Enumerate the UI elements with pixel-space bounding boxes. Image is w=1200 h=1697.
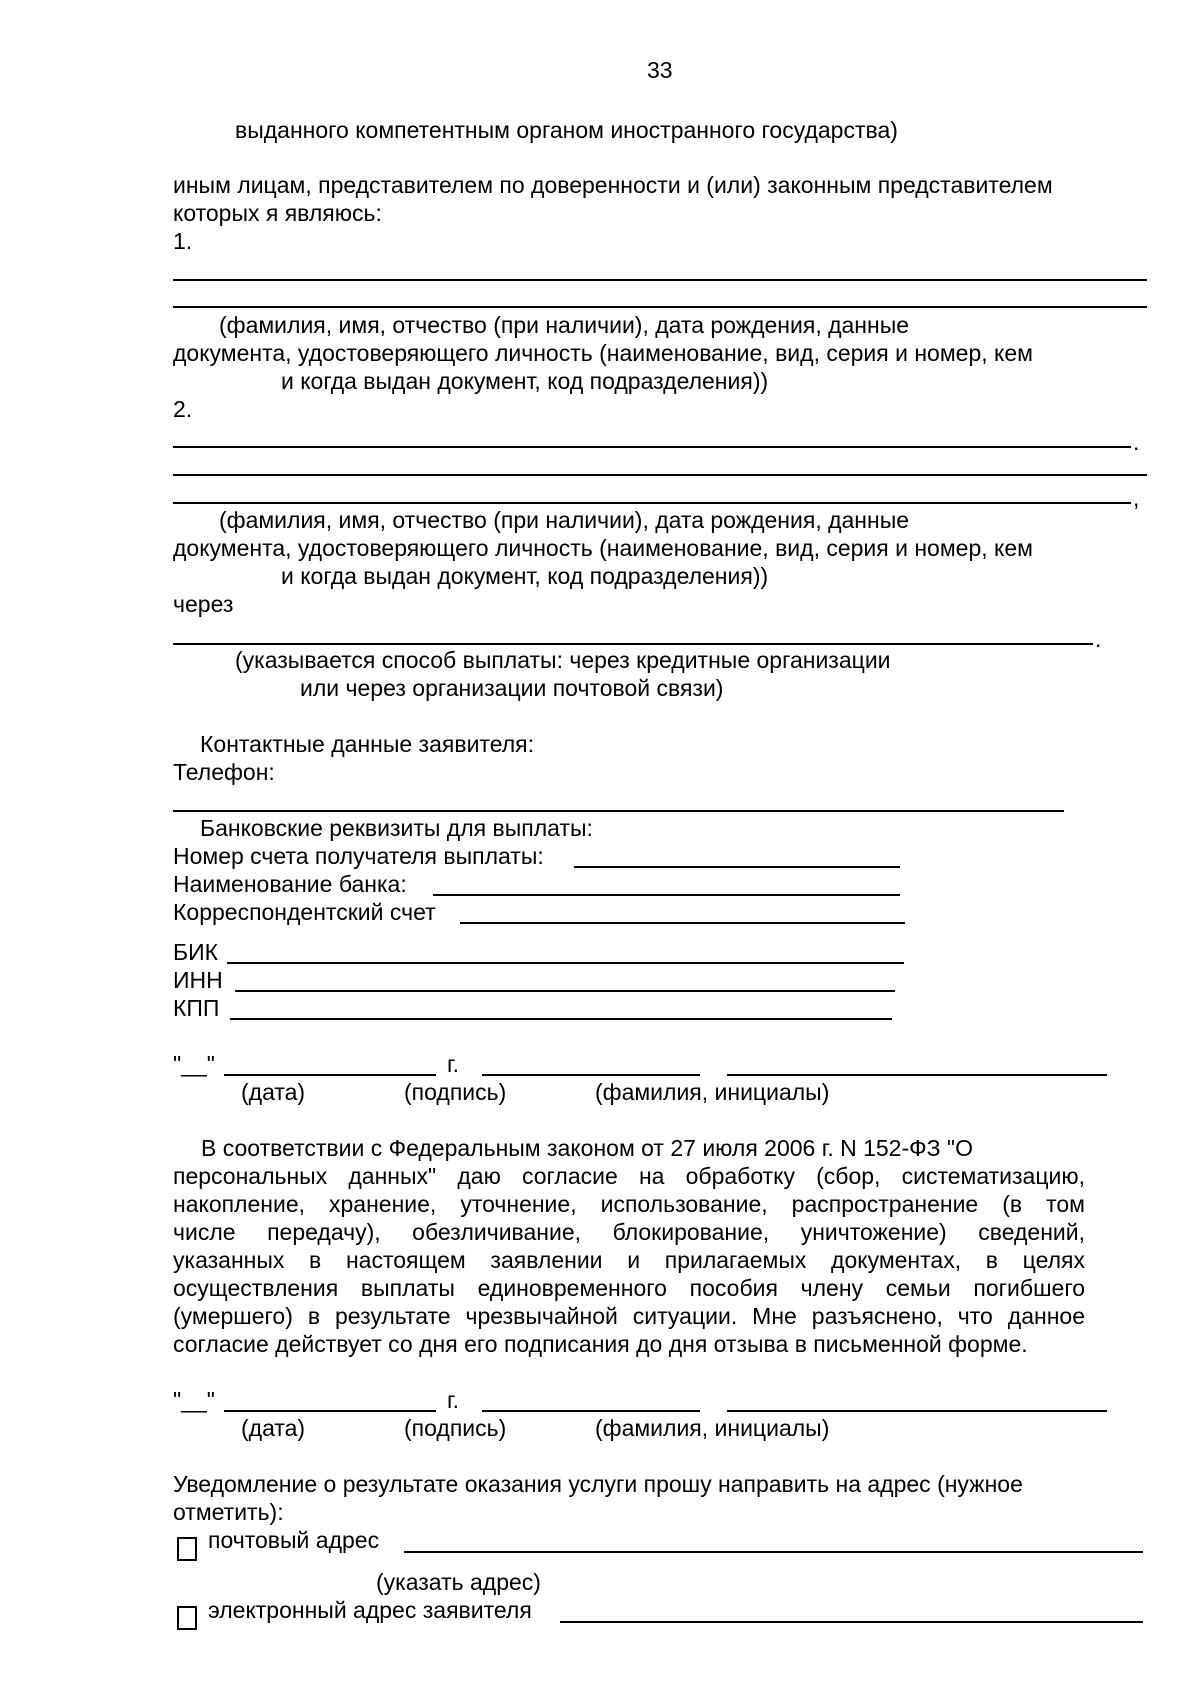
intro-line-1: иным лицам, представителем по доверенности и (или) законным представителем (173, 172, 1053, 198)
account-label: Номер счета получателя выплаты: (173, 843, 544, 869)
person-2-line-1[interactable] (173, 446, 1131, 448)
consent-line: осуществления выплаты единовременного пособия члену семьи погибшего (173, 1275, 1085, 1301)
bik-label: БИК (173, 939, 219, 965)
kpp-line[interactable] (230, 1018, 892, 1020)
signature-2-name-caption: (фамилия, инициалы) (595, 1415, 830, 1441)
corr-account-label: Корреспондентский счет (173, 899, 436, 925)
person-1-line-2[interactable] (173, 306, 1147, 308)
via-line[interactable] (173, 643, 1093, 645)
signature-1-year-suffix: г. (447, 1051, 459, 1077)
person-1-number: 1. (173, 228, 193, 254)
consent-line: В соответствии с Федеральным законом от 27 июля 2006 г. N 152-ФЗ "О (201, 1135, 973, 1161)
bank-name-line[interactable] (433, 894, 900, 896)
via-end-mark: . (1095, 626, 1102, 652)
issuer-caption: выданного компетентным органом иностранного государства) (235, 117, 898, 143)
signature-1-sign-caption: (подпись) (404, 1079, 507, 1105)
signature-2-sign-caption: (подпись) (404, 1415, 507, 1441)
bank-heading: Банковские реквизиты для выплаты: (200, 815, 593, 841)
bik-line[interactable] (227, 962, 904, 964)
corr-account-line[interactable] (460, 922, 905, 924)
postal-address-caption: (указать адрес) (376, 1569, 541, 1595)
postal-address-line[interactable] (404, 1551, 1143, 1553)
consent-line: указанных в настоящем заявлении и прилагаемых документах, в целях (173, 1247, 1085, 1273)
email-address-line[interactable] (560, 1621, 1143, 1623)
via-caption-2: или через организации почтовой связи) (300, 675, 724, 701)
person-2-end-mark-1: . (1133, 429, 1140, 455)
signature-2-day: "__" (173, 1387, 215, 1413)
consent-paragraph (173, 1134, 1085, 1358)
contacts-heading: Контактные данные заявителя: (200, 731, 534, 757)
via-caption-1: (указывается способ выплаты: через кредитные организации (235, 647, 891, 673)
phone-label: Телефон: (173, 759, 275, 785)
signature-1-name-line[interactable] (727, 1074, 1107, 1076)
inn-label: ИНН (173, 967, 223, 993)
consent-line: (умершего) в результате чрезвычайной ситуации. Мне разъяснено, что данное (173, 1303, 1085, 1329)
signature-1-name-caption: (фамилия, инициалы) (595, 1079, 830, 1105)
postal-address-label: почтовый адрес (208, 1527, 380, 1553)
signature-1-sign-line[interactable] (482, 1074, 700, 1076)
person-2-caption-1: (фамилия, имя, отчество (при наличии), дата рождения, данные (219, 507, 910, 533)
person-1-caption-2: документа, удостоверяющего личность (наименование, вид, серия и номер, кем (173, 340, 1033, 366)
bank-name-label: Наименование банка: (173, 871, 407, 897)
person-1-caption-3: и когда выдан документ, код подразделения)) (281, 368, 769, 394)
person-2-number: 2. (173, 396, 193, 422)
person-1-line-1[interactable] (173, 279, 1147, 281)
intro-line-2: которых я являюсь: (173, 200, 382, 226)
email-address-label: электронный адрес заявителя (208, 1597, 532, 1623)
person-1-caption-1: (фамилия, имя, отчество (при наличии), дата рождения, данные (219, 312, 910, 338)
signature-2-sign-line[interactable] (482, 1410, 700, 1412)
notification-line-2: отметить): (173, 1499, 284, 1525)
via-label: через (173, 591, 234, 617)
person-2-end-mark-2: , (1133, 485, 1140, 511)
notification-line-1: Уведомление о результате оказания услуги прошу направить на адрес (нужное (173, 1471, 1023, 1497)
postal-address-checkbox[interactable] (177, 1537, 197, 1561)
signature-1-day: "__" (173, 1051, 215, 1077)
account-line[interactable] (574, 866, 900, 868)
kpp-label: КПП (173, 995, 220, 1021)
signature-1-date-line[interactable] (224, 1074, 436, 1076)
inn-line[interactable] (235, 990, 895, 992)
signature-2-year-suffix: г. (447, 1387, 459, 1413)
person-2-line-2[interactable] (173, 474, 1147, 476)
consent-line: накопление, хранение, уточнение, использование, распространение (в том (173, 1191, 1085, 1217)
consent-line: согласие действует со дня его подписания до дня отзыва в письменной форме. (173, 1331, 1028, 1357)
phone-line[interactable] (173, 810, 1064, 812)
person-2-caption-3: и когда выдан документ, код подразделения)) (281, 563, 769, 589)
person-2-caption-2: документа, удостоверяющего личность (наименование, вид, серия и номер, кем (173, 535, 1033, 561)
page-number: 33 (647, 57, 673, 83)
signature-2-name-line[interactable] (727, 1410, 1107, 1412)
email-address-checkbox[interactable] (177, 1606, 197, 1630)
signature-2-date-caption: (дата) (241, 1415, 306, 1441)
person-2-line-3[interactable] (173, 502, 1131, 504)
consent-line: числе передачу), обезличивание, блокирование, уничтожение) сведений, (173, 1219, 1085, 1245)
signature-1-date-caption: (дата) (241, 1079, 306, 1105)
signature-2-date-line[interactable] (224, 1410, 436, 1412)
consent-line: персональных данных" даю согласие на обработку (сбор, систематизацию, (173, 1163, 1085, 1189)
